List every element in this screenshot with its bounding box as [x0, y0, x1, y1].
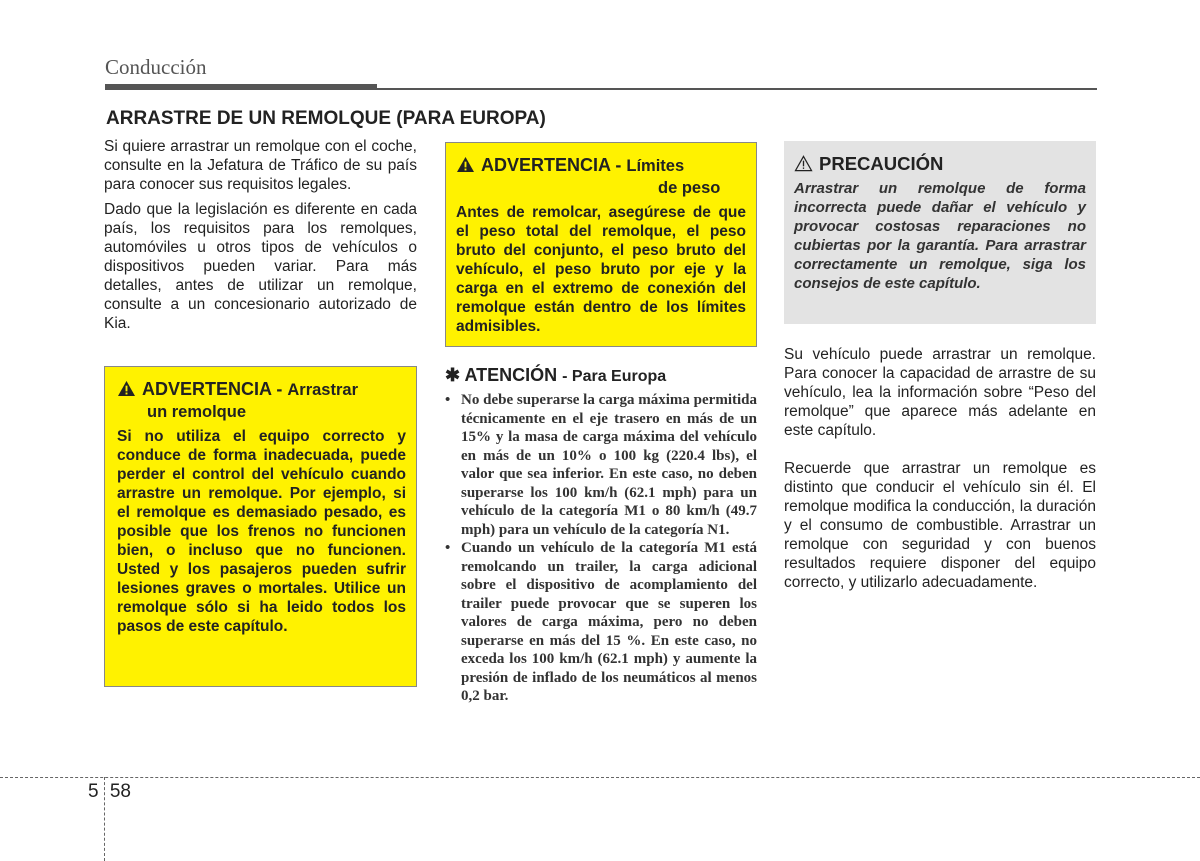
page-number-value: 58 — [109, 781, 131, 802]
warning-weight-box — [445, 142, 757, 347]
footer-divider — [0, 777, 1200, 778]
section-title: ARRASTRE DE UN REMOLQUE (PARA EUROPA) — [106, 108, 546, 129]
warning-triangle-icon — [456, 156, 475, 173]
list-item: • Cuando un vehículo de la categoría M1 está remolcando un trailer, la carga adicional sobre el dispositivo de acomplamiento del trailer puede provocar que se superen los valores de carga máxima, pero no deben superarse en más del 15 %. En este caso, no exceda los 100 km/h (62.1 mph) y aumente la presión de inflado de los neumáticos al menos 0,2 bar. — [445, 539, 757, 706]
warning-towing-subtitle-b: un remolque — [147, 403, 247, 421]
attention-heading — [445, 365, 757, 386]
caution-box — [784, 141, 1096, 324]
caution-heading — [794, 153, 1086, 175]
right-column — [784, 345, 1096, 592]
attention-title: ATENCIÓN — [464, 365, 558, 385]
attention-subtitle: - Para Europa — [562, 368, 667, 385]
intro-paragraph: Dado que la legislación es diferente en cada país, los requisitos para los remolques, automóviles u otros tipos de vehículos o dispositivos pueden variar. Para más detalles, antes de utilizar un remolque, consulte a un concesionario autorizado de Kia. — [104, 201, 417, 332]
asterisk-icon: ✱ — [445, 365, 461, 385]
caution-title: PRECAUCIÓN — [819, 153, 944, 174]
page-number — [88, 781, 131, 803]
caution-triangle-icon — [794, 155, 813, 172]
warning-weight-title: ADVERTENCIA - — [481, 155, 622, 175]
header-rule-thin — [377, 88, 1097, 90]
warning-weight-body: Antes de remolcar, asegúrese de que el peso total del remolque, el peso bruto del conjunto, el peso bruto del vehículo, el peso bruto por eje y la carga en el extremo de conexión del remolque están dentro de los límites admisibles. — [456, 204, 746, 335]
chapter-number: 5 — [88, 781, 99, 802]
chapter-header: Conducción — [105, 55, 207, 79]
warning-towing-subtitle-a: Arrastrar — [287, 381, 358, 399]
warning-weight-subtitle-b: de peso — [658, 179, 721, 197]
warning-towing-heading — [117, 379, 406, 423]
warning-towing-box — [104, 366, 417, 687]
warning-towing-body: Si no utiliza el equipo correcto y conduce de forma inadecuada, puede perder el control del vehículo cuando arrastre un remolque. Por ejemplo, si el remolque es demasiado pesado, es posible que los frenos no funcionen bien, o incluso que no funcionen. Usted y los pasajeros pueden sufrir lesiones graves o mortales. Utilice un remolque sólo si ha leido todos los pasos de este capítulo. — [117, 428, 406, 635]
right-paragraph: Su vehículo puede arrastrar un remolque. Para conocer la capacidad de arrastre de su vehículo, lea la información sobre “Peso del remolque” que aparece más adelante en este capítulo. — [784, 346, 1096, 439]
intro-column — [104, 137, 417, 333]
caution-body: Arrastrar un remolque de forma incorrecta puede dañar el vehículo y provocar costosas reparaciones no cubiertas por la garantía. Para arrastrar correctamente un remolque, siga los consejos de este capítulo. — [794, 180, 1086, 292]
warning-weight-heading — [456, 155, 746, 199]
right-paragraph: Recuerde que arrastrar un remolque es distinto que conducir el vehículo sin él. El remolque modifica la conducción, la duración y el consumo de combustible. Arrastrar un remolque con seguridad y con buenos resultados requiere disponer del equipo correcto, y utilizarlo adecuadamente. — [784, 460, 1096, 591]
attention-list — [445, 391, 757, 706]
warning-triangle-icon — [117, 380, 136, 397]
attention-note — [445, 365, 757, 706]
warning-weight-subtitle-a: Límites — [626, 157, 685, 175]
list-item: • No debe superarse la carga máxima permitida técnicamente en el eje trasero en más de un 15% y la masa de carga máxima del vehículo en más de un 10% o 100 kg (220.4 lbs), el valor que sea inferior. En este caso, no deben superarse los 100 km/h (62.1 mph) para un vehículo de la categoría M1 o 80 km/h (49.7 mph) para un vehículo de la categoría N1. — [445, 391, 757, 539]
intro-paragraph: Si quiere arrastrar un remolque con el coche, consulte en la Jefatura de Tráfico de su país para conocer sus requisitos legales. — [104, 138, 417, 193]
header-rule-thick — [105, 84, 377, 90]
warning-towing-title: ADVERTENCIA - — [142, 379, 283, 399]
